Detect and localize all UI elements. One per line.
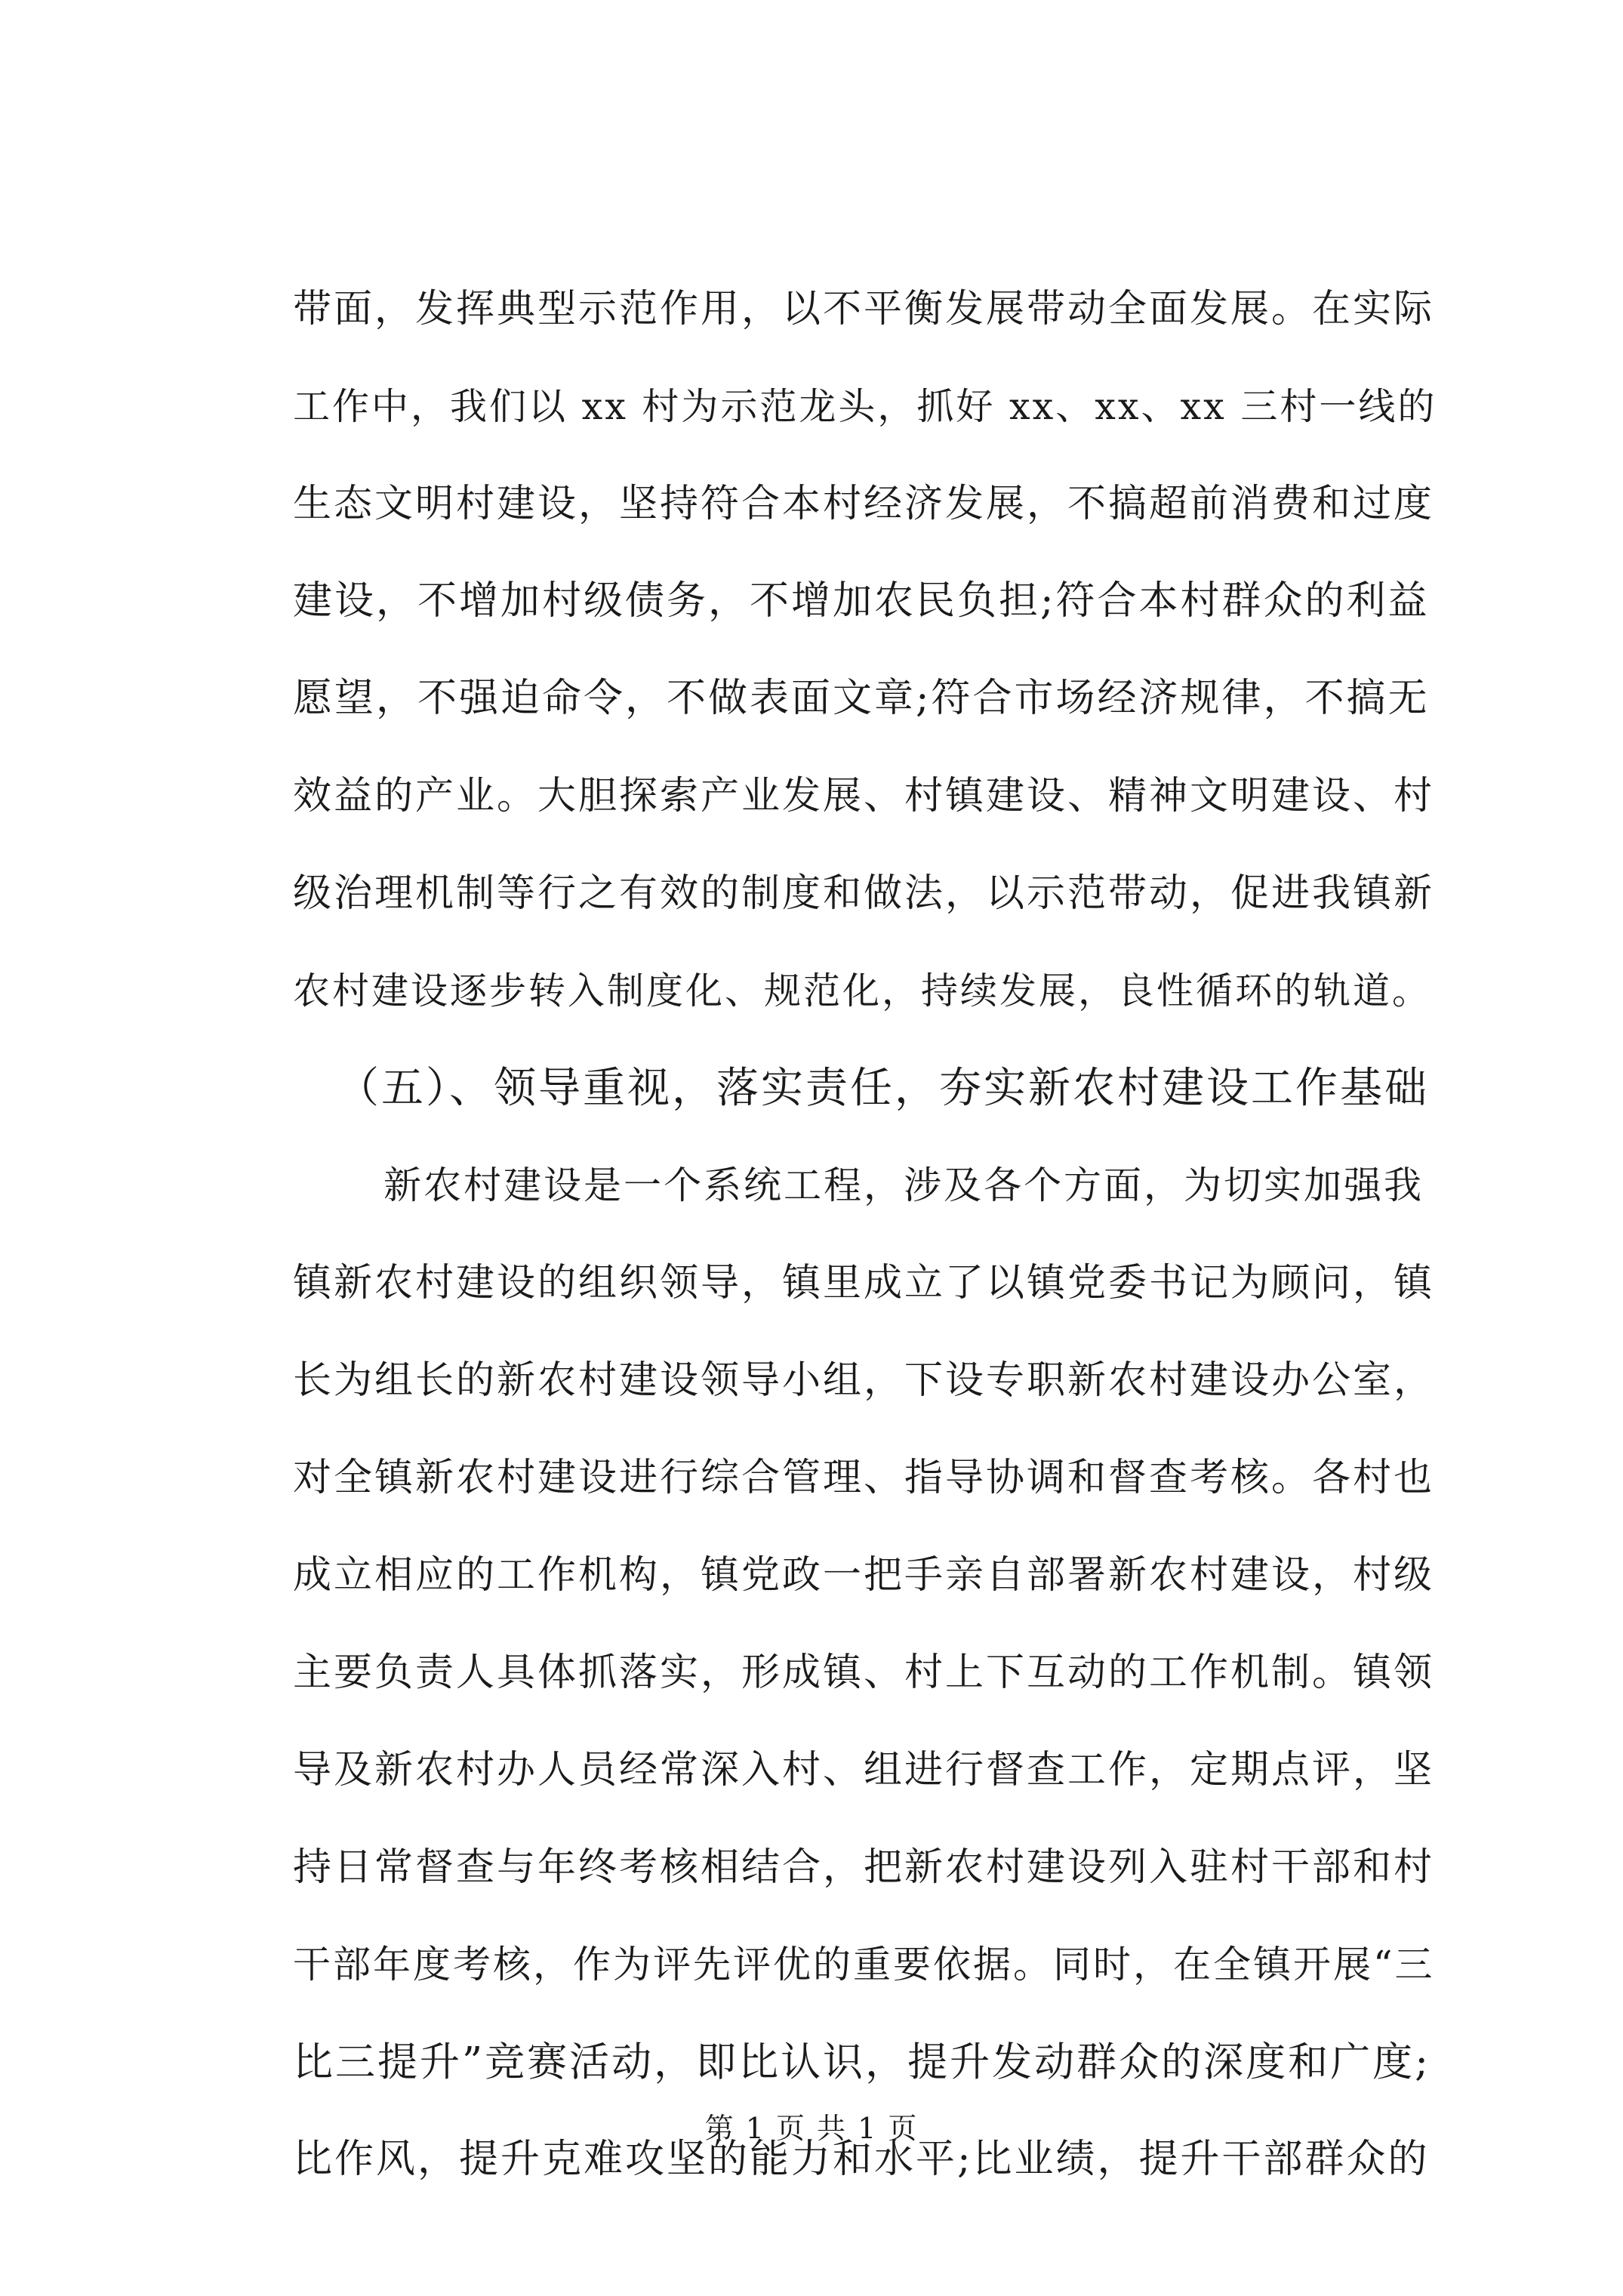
paragraph-1-line: 生态文明村建设，坚持符合本村经济发展，不搞超前消费和过度 [293,482,1435,526]
paragraph-2-line: 长为组长的新农村建设领导小组，下设专职新农村建设办公室， [293,1358,1435,1403]
paragraph-2-line: 比作风，提升克难攻坚的能力和水平;比业绩，提升干部群众的 [293,2137,1430,2182]
paragraph-2-line: 干部年度考核，作为评先评优的重要依据。同时，在全镇开展“三 [293,1943,1435,1986]
page-number-footer: 第 1 页 共 1 页 [704,2112,919,2145]
paragraph-1-line: 建设，不增加村级债务，不增加农民负担;符合本村群众的利益 [293,578,1430,624]
document-body [293,260,1440,2208]
paragraph-1-line: 工作中，我们以 xx 村为示范龙头，抓好 xx、xx、xx 三村一线的 [293,385,1437,428]
paragraph-2-line: 持日常督查与年终考核相结合，把新农村建设列入驻村干部和村 [293,1845,1435,1890]
paragraph-1-line: 农村建设逐步转入制度化、规范化，持续发展，良性循环的轨道。 [293,969,1432,1012]
paragraph-1-line: 带面，发挥典型示范作用，以不平衡发展带动全面发展。在实际 [293,287,1435,331]
paragraph-2-line: 主要负责人具体抓落实，形成镇、村上下互动的工作机制。镇领 [293,1650,1435,1695]
paragraph-1-line: 愿望，不强迫命令，不做表面文章;符合市场经济规律，不搞无 [293,676,1430,721]
paragraph-2-line: 比三提升”竞赛活动，即比认识，提升发动群众的深度和广度; [293,2039,1431,2085]
paragraph-1-line: 级治理机制等行之有效的制度和做法，以示范带动，促进我镇新 [293,871,1435,916]
paragraph-2-line: 导及新农村办人员经常深入村、组进行督查工作，定期点评，坚 [293,1748,1435,1792]
section-heading: （五）、领导重视，落实责任，夯实新农村建设工作基础 [337,1064,1429,1113]
paragraph-2-line: 新农村建设是一个系统工程，涉及各个方面，为切实加强我 [383,1163,1424,1207]
paragraph-2-line: 成立相应的工作机构，镇党政一把手亲自部署新农村建设，村级 [293,1553,1435,1598]
paragraph-1-line: 效益的产业。大胆探索产业发展、村镇建设、精神文明建设、村 [293,774,1435,818]
paragraph-2-line: 对全镇新农村建设进行综合管理、指导协调和督查考核。各村也 [293,1456,1435,1500]
paragraph-2-line: 镇新农村建设的组织领导，镇里成立了以镇党委书记为顾问，镇 [293,1261,1435,1305]
